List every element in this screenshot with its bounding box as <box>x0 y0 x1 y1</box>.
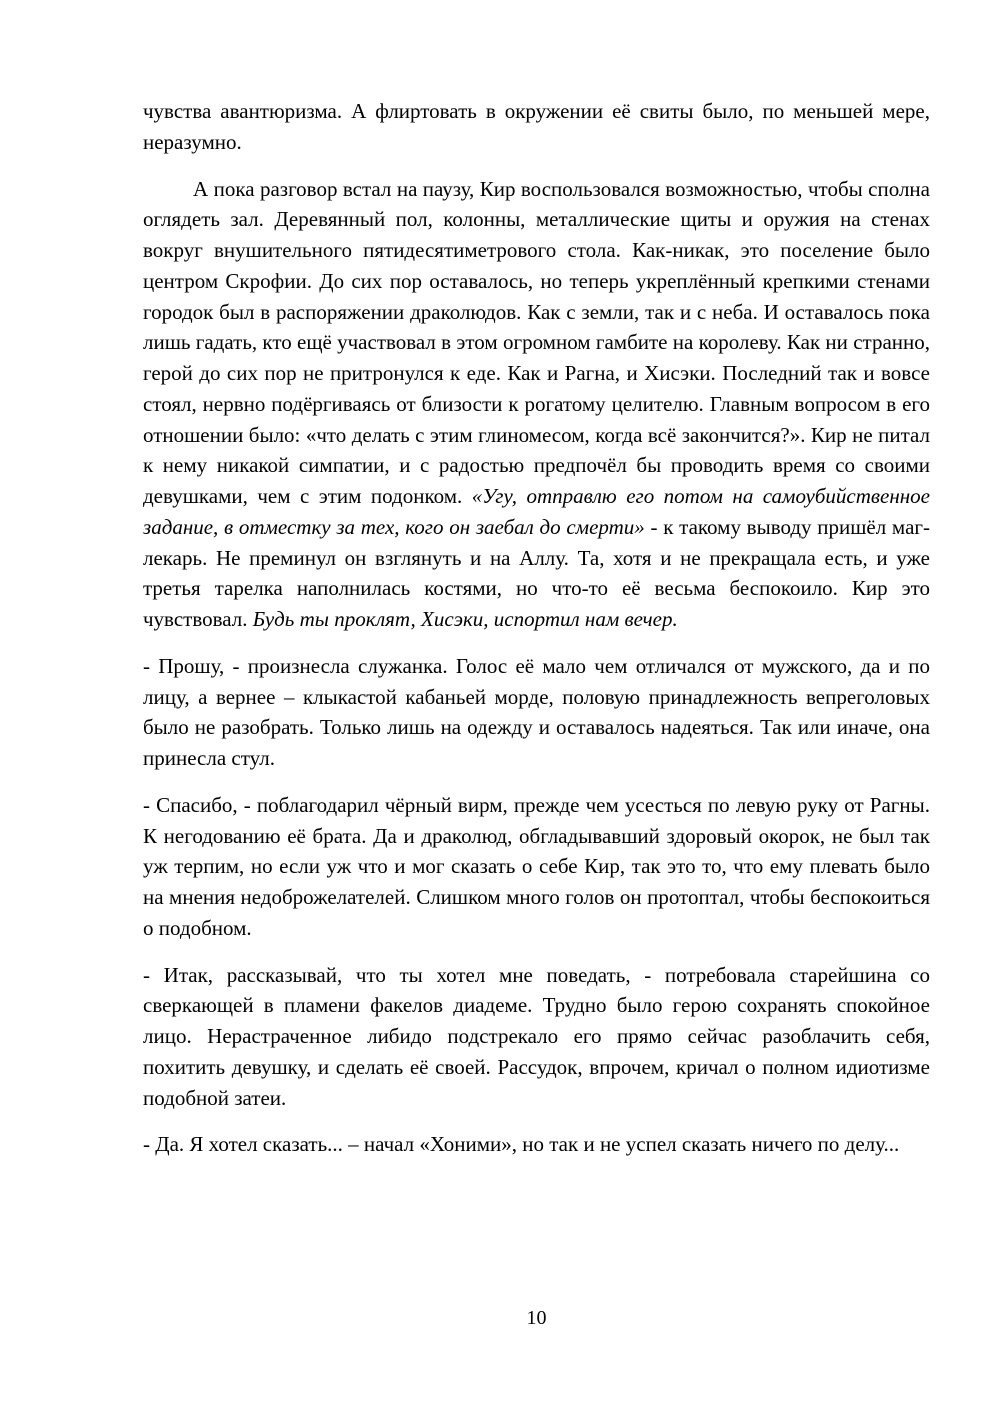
text-run: Будь ты проклят, Хисэки, испортил нам вечер. <box>252 607 678 631</box>
text-run: - Итак, рассказывай, что ты хотел мне поведать, - потребовала старейшина со сверкающей в пламени факелов диадеме. Трудно было герою сохранять спокойное лицо. Нерастраченное либидо подстрекало его прямо сейчас разоблачить себя, похитить девушку, и сделать её своей. Рассудок, впрочем, кричал о полном идиотизме подобной затеи. <box>143 962 930 1110</box>
text-run: - Спасибо, - поблагодарил чёрный вирм, прежде чем усесться по левую руку от Рагны. К негодованию её брата. Да и драколюд, обгладывавший здоровый окорок, не был так уж терпим, но если уж что и мог сказать о себе Кир, так это то, что ему плевать было на мнения недоброжелателей. Слишком много голов он протоптал, чтобы беспокоиться о подобном. <box>143 792 930 940</box>
page-number: 10 <box>526 1307 547 1329</box>
paragraph <box>143 651 930 774</box>
paragraph <box>143 174 930 635</box>
paragraph <box>143 790 930 944</box>
text-run: - к такому выводу пришёл маг-лекарь. Не преминул он взглянуть и на Аллу. Та, хотя и не прекращала есть, и уже третья тарелка наполнилась костями, но что-то её весьма беспокоило. Кир это чувствовал. <box>143 514 931 631</box>
paragraph <box>143 960 930 1114</box>
text-run: - Да. Я хотел сказать... – начал «Хоними», но так и не успел сказать ничего по делу... <box>143 1132 900 1157</box>
paragraph <box>143 1129 930 1160</box>
text-body <box>143 96 930 1176</box>
paragraph <box>143 96 930 158</box>
text-run: «Угу, отправлю его потом на самоубийственное задание, в отместку за тех, кого он заебал до смерти» <box>143 484 930 539</box>
text-run: - Прошу, - произнесла служанка. Голос её мало чем отличался от мужского, да и по лицу, а вернее – клыкастой кабаньей морде, половую принадлежность вепреголовых было не разобрать. Только лишь на одежду и оставалось надеяться. Так или иначе, она принесла стул. <box>143 653 930 770</box>
text-run: чувства авантюризма. А флиртовать в окружении её свиты было, по меньшей мере, неразумно. <box>143 99 930 154</box>
text-run: А пока разговор встал на паузу, Кир воспользовался возможностью, чтобы сполна оглядеть зал. Деревянный пол, колонны, металлические щиты и оружия на стенах вокруг внушительного пятидесятиметрового стола. Как-никак, это поселение было центром Скрофии. До сих пор оставалось, но теперь укреплённый крепкими стенами городок был в распоряжении драколюдов. Как с земли, так и с неба. И оставалось пока лишь гадать, кто ещё участвовал в этом огромном гамбите на королеву. Как ни странно, герой до сих пор не притронулся к еде. Как и Рагна, и Хисэки. Последний так и вовсе стоял, нервно подёргиваясь от близости к рогатому целителю. Главным вопросом в его отношении было: «что делать с этим глиномесом, когда всё закончится?». Кир не питал к нему никакой симпатии, и с радостью предпочёл бы проводить время со своими девушками, чем с этим подонком. <box>143 176 930 508</box>
